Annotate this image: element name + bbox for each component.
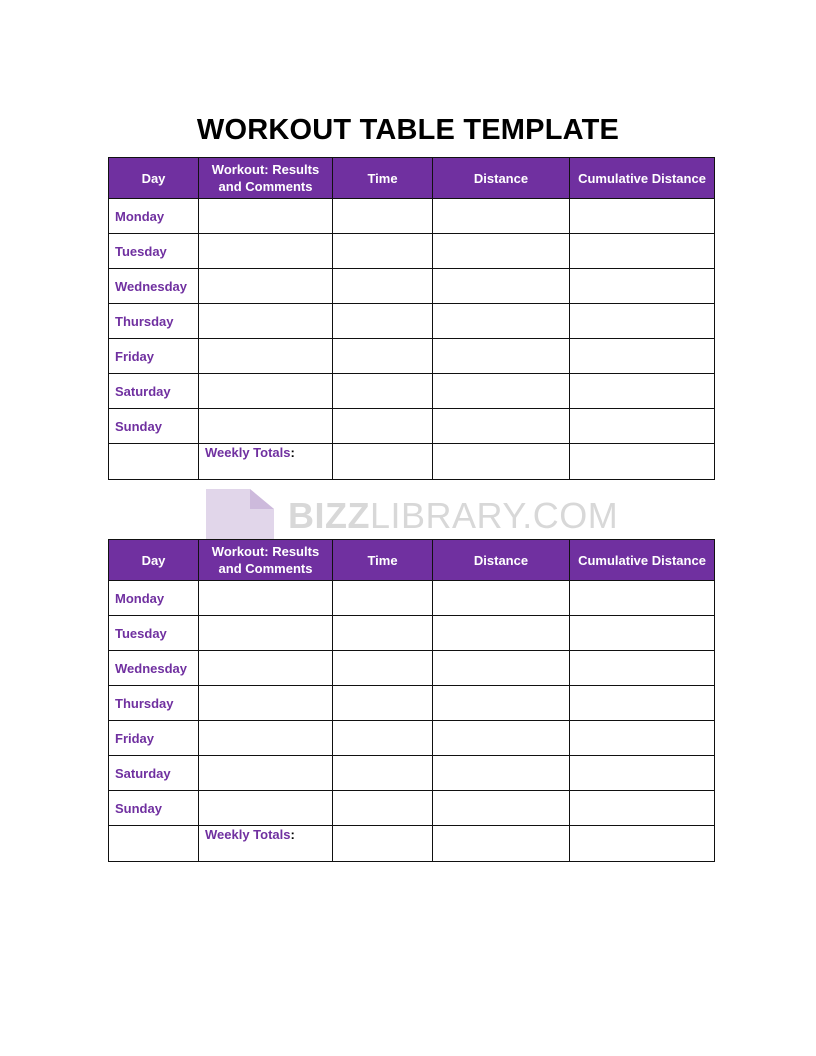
- day-label: Wednesday: [109, 269, 199, 304]
- day-label: Tuesday: [109, 234, 199, 269]
- day-label: Saturday: [109, 756, 199, 791]
- distance-cell[interactable]: [433, 686, 570, 721]
- workout-cell[interactable]: [199, 616, 333, 651]
- totals-row: [109, 444, 715, 480]
- time-cell[interactable]: [333, 686, 433, 721]
- distance-cell[interactable]: [433, 199, 570, 234]
- distance-cell[interactable]: [433, 339, 570, 374]
- table-row: [109, 409, 715, 444]
- day-label: Monday: [109, 581, 199, 616]
- cumulative-distance-cell[interactable]: [570, 756, 715, 791]
- table-row: [109, 339, 715, 374]
- totals-empty-cell: [109, 826, 199, 862]
- time-cell[interactable]: [333, 339, 433, 374]
- day-label: Sunday: [109, 791, 199, 826]
- workout-cell[interactable]: [199, 651, 333, 686]
- cumulative-distance-cell[interactable]: [570, 234, 715, 269]
- cumulative-distance-cell[interactable]: [570, 374, 715, 409]
- day-label: Wednesday: [109, 651, 199, 686]
- page-title: WORKOUT TABLE TEMPLATE: [196, 114, 620, 146]
- table-row: [109, 269, 715, 304]
- table-row: [109, 616, 715, 651]
- table-row: [109, 234, 715, 269]
- day-label: Friday: [109, 339, 199, 374]
- distance-cell[interactable]: [433, 756, 570, 791]
- table-row: [109, 721, 715, 756]
- cumulative-distance-cell[interactable]: [570, 651, 715, 686]
- cumulative-distance-cell[interactable]: [570, 581, 715, 616]
- day-label: Tuesday: [109, 616, 199, 651]
- time-cell[interactable]: [333, 616, 433, 651]
- cumulative-distance-cell[interactable]: [570, 339, 715, 374]
- total-distance-cell[interactable]: [433, 826, 570, 862]
- day-label: Thursday: [109, 686, 199, 721]
- total-time-cell[interactable]: [333, 444, 433, 480]
- header-row: [109, 540, 715, 581]
- distance-cell[interactable]: [433, 581, 570, 616]
- table-row: [109, 199, 715, 234]
- distance-cell[interactable]: [433, 234, 570, 269]
- workout-cell[interactable]: [199, 581, 333, 616]
- workout-cell[interactable]: [199, 374, 333, 409]
- distance-cell[interactable]: [433, 721, 570, 756]
- day-label: Monday: [109, 199, 199, 234]
- workout-cell[interactable]: [199, 339, 333, 374]
- time-cell[interactable]: [333, 756, 433, 791]
- cumulative-distance-cell[interactable]: [570, 686, 715, 721]
- distance-cell[interactable]: [433, 304, 570, 339]
- cumulative-distance-cell[interactable]: [570, 199, 715, 234]
- table-row: [109, 374, 715, 409]
- time-cell[interactable]: [333, 234, 433, 269]
- header-time: Time: [333, 158, 433, 199]
- time-cell[interactable]: [333, 374, 433, 409]
- workout-cell[interactable]: [199, 234, 333, 269]
- header-time: Time: [333, 540, 433, 581]
- totals-empty-cell: [109, 444, 199, 480]
- header-distance: Distance: [433, 540, 570, 581]
- total-time-cell[interactable]: [333, 826, 433, 862]
- weekly-totals-label: Weekly Totals:: [199, 826, 333, 862]
- table-row: [109, 651, 715, 686]
- day-label: Sunday: [109, 409, 199, 444]
- workout-cell[interactable]: [199, 409, 333, 444]
- header-day: Day: [109, 158, 199, 199]
- time-cell[interactable]: [333, 199, 433, 234]
- time-cell[interactable]: [333, 581, 433, 616]
- cumulative-distance-cell[interactable]: [570, 304, 715, 339]
- header-day: Day: [109, 540, 199, 581]
- header-distance: Distance: [433, 158, 570, 199]
- distance-cell[interactable]: [433, 409, 570, 444]
- total-distance-cell[interactable]: [433, 444, 570, 480]
- time-cell[interactable]: [333, 791, 433, 826]
- table-row: [109, 686, 715, 721]
- time-cell[interactable]: [333, 409, 433, 444]
- header-cumulative-distance: Cumulative Distance: [570, 540, 715, 581]
- header-row: [109, 158, 715, 199]
- weekly-totals-label: Weekly Totals:: [199, 444, 333, 480]
- distance-cell[interactable]: [433, 616, 570, 651]
- workout-cell[interactable]: [199, 791, 333, 826]
- document-icon: [206, 489, 274, 539]
- table-row: [109, 791, 715, 826]
- table-row: [109, 304, 715, 339]
- workout-cell[interactable]: [199, 756, 333, 791]
- workout-table-2: [108, 539, 715, 862]
- header-workout: Workout: Results and Comments: [199, 158, 333, 199]
- workout-cell[interactable]: [199, 269, 333, 304]
- time-cell[interactable]: [333, 269, 433, 304]
- workout-cell[interactable]: [199, 199, 333, 234]
- header-workout: Workout: Results and Comments: [199, 540, 333, 581]
- distance-cell[interactable]: [433, 269, 570, 304]
- workout-cell[interactable]: [199, 686, 333, 721]
- distance-cell[interactable]: [433, 374, 570, 409]
- table-row: [109, 581, 715, 616]
- total-cumulative-distance-cell[interactable]: [570, 444, 715, 480]
- cumulative-distance-cell[interactable]: [570, 791, 715, 826]
- cumulative-distance-cell[interactable]: [570, 721, 715, 756]
- time-cell[interactable]: [333, 304, 433, 339]
- time-cell[interactable]: [333, 651, 433, 686]
- day-label: Saturday: [109, 374, 199, 409]
- day-label: Thursday: [109, 304, 199, 339]
- workout-table-1: [108, 157, 715, 480]
- cumulative-distance-cell[interactable]: [570, 409, 715, 444]
- header-cumulative-distance: Cumulative Distance: [570, 158, 715, 199]
- total-cumulative-distance-cell[interactable]: [570, 826, 715, 862]
- distance-cell[interactable]: [433, 651, 570, 686]
- distance-cell[interactable]: [433, 791, 570, 826]
- workout-cell[interactable]: [199, 721, 333, 756]
- table-row: [109, 756, 715, 791]
- watermark: [206, 489, 619, 539]
- day-label: Friday: [109, 721, 199, 756]
- workout-cell[interactable]: [199, 304, 333, 339]
- cumulative-distance-cell[interactable]: [570, 269, 715, 304]
- time-cell[interactable]: [333, 721, 433, 756]
- totals-row: [109, 826, 715, 862]
- watermark-text: BIZZLIBRARY.COM: [288, 495, 619, 536]
- cumulative-distance-cell[interactable]: [570, 616, 715, 651]
